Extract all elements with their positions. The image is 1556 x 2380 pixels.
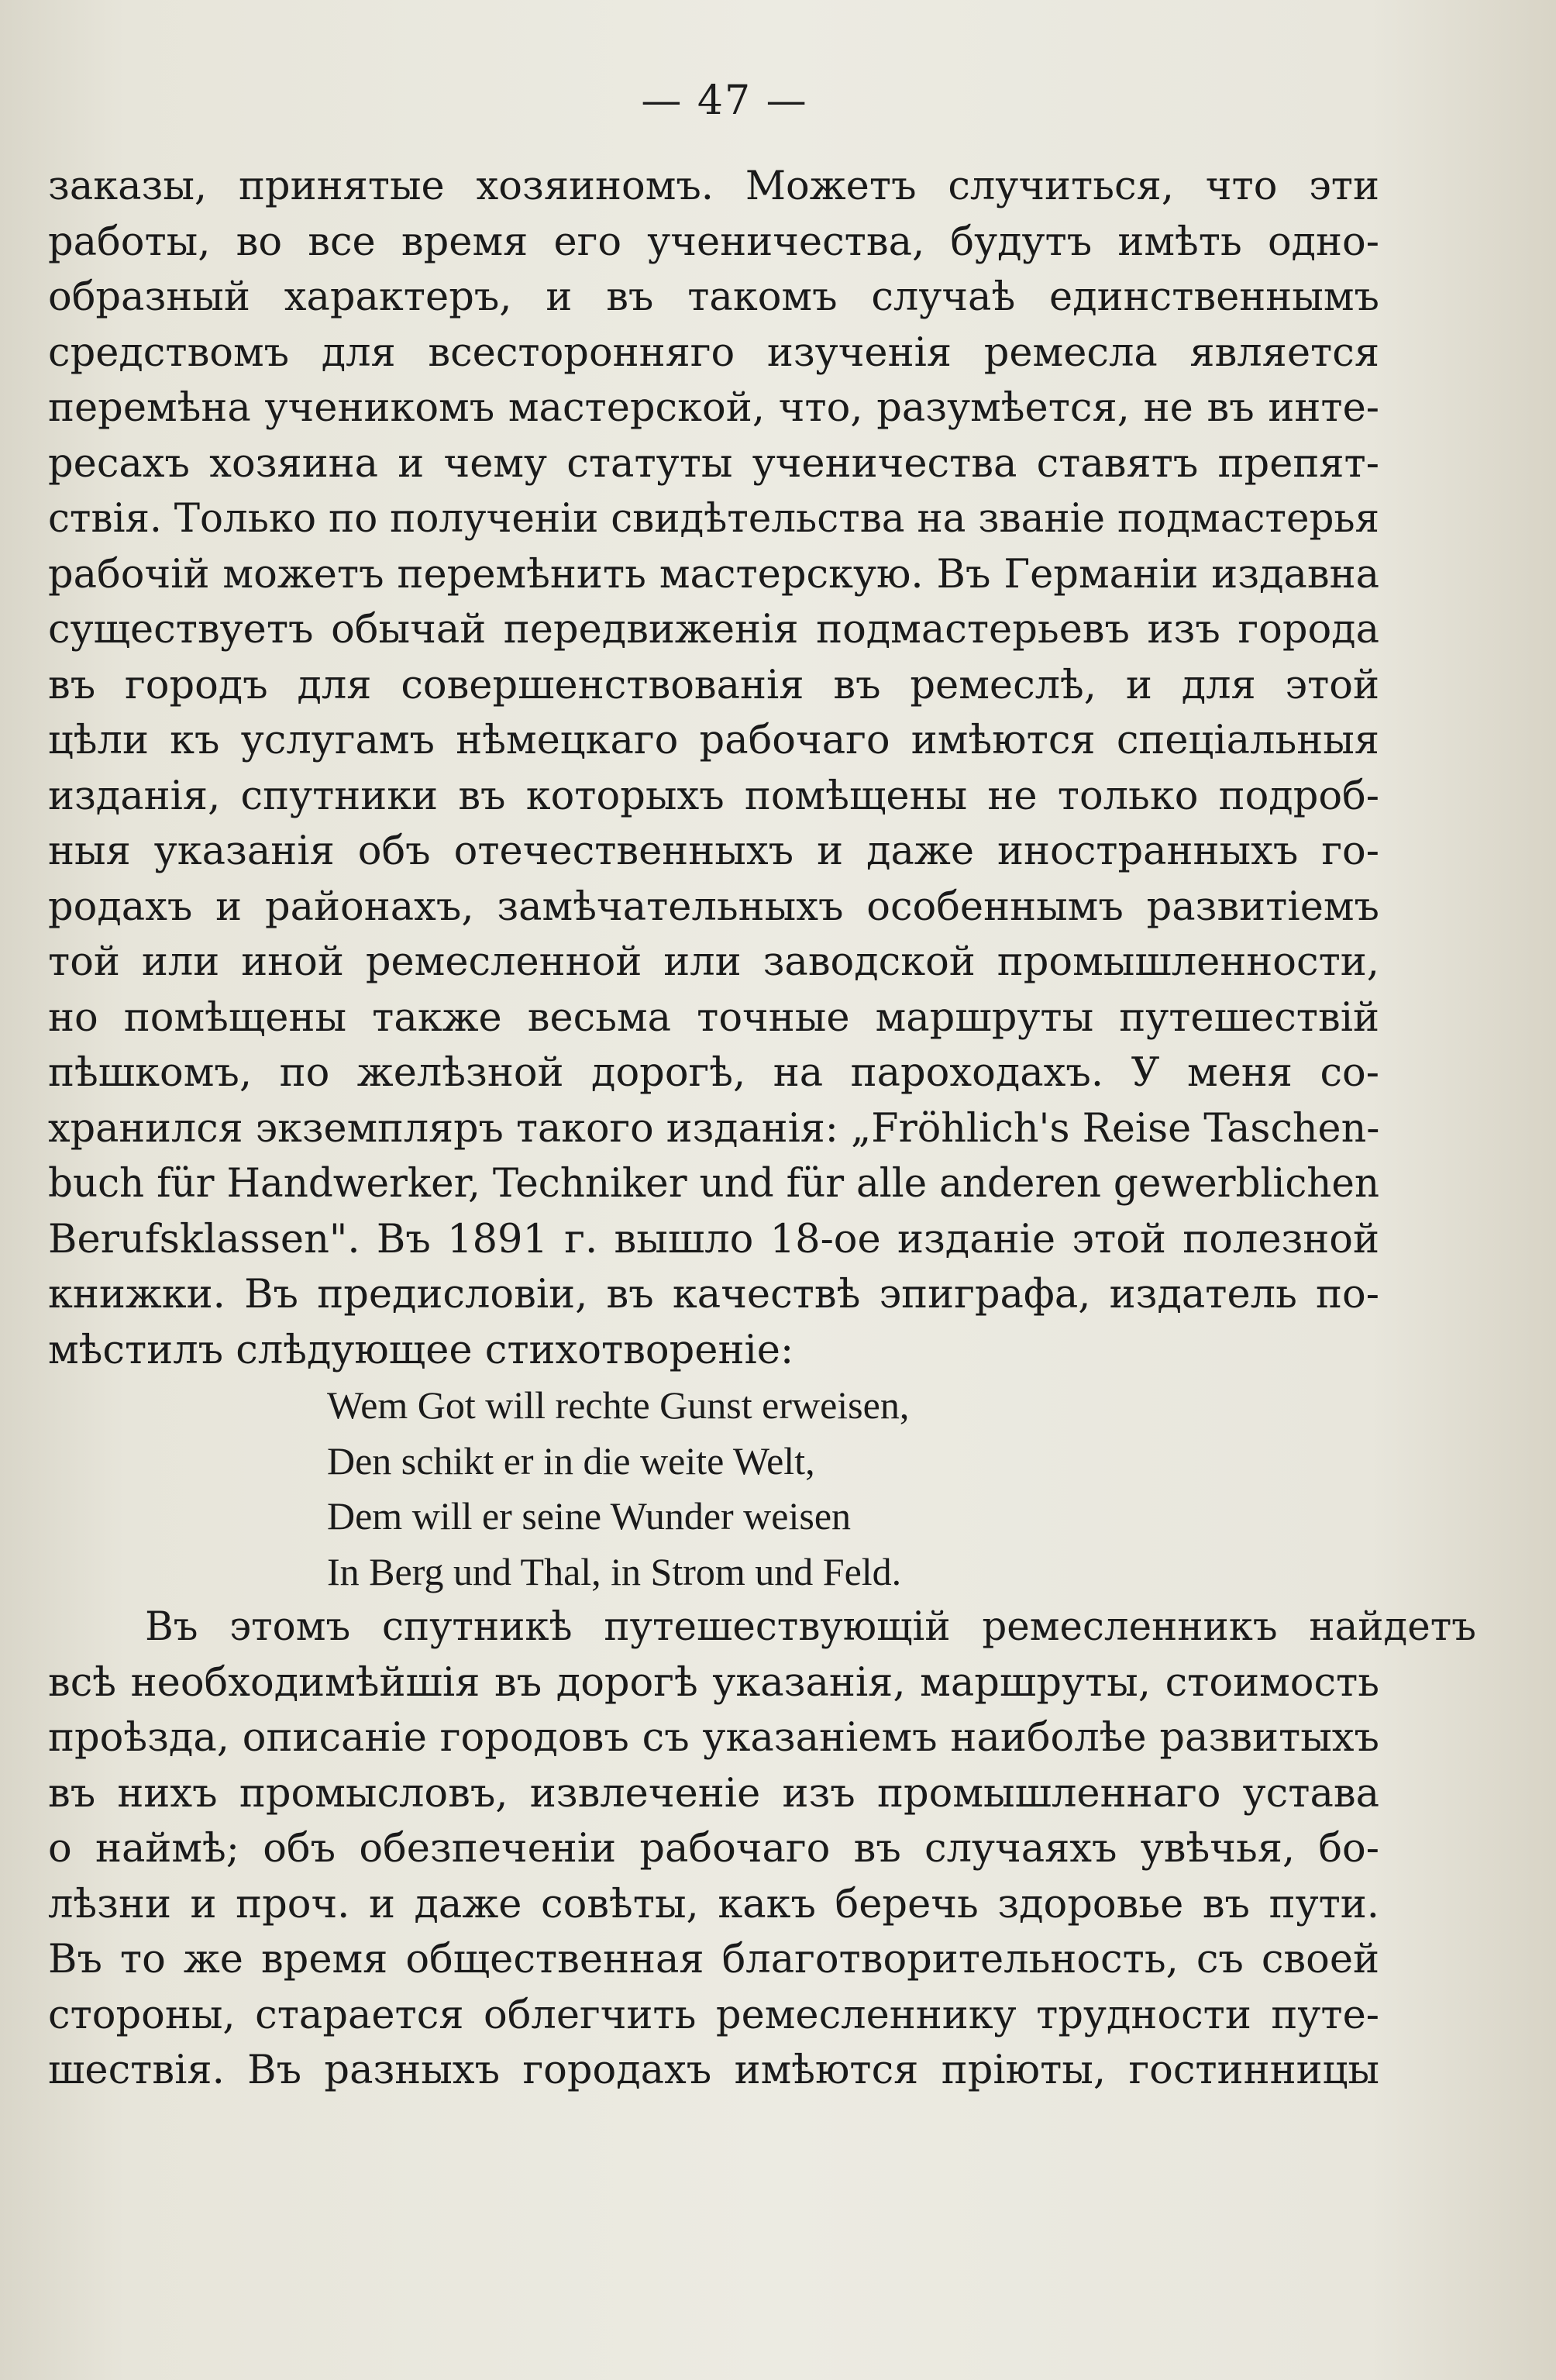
text-line: въ городъ для совершенствованія въ ремеслѣ, и для этой xyxy=(48,662,1379,708)
text-line: лѣзни и проч. и даже совѣты, какъ беречь здоровье въ пути. xyxy=(48,1881,1379,1927)
text-line: образный характеръ, и въ такомъ случаѣ единственнымъ xyxy=(48,274,1379,320)
text-line: но помѣщены также весьма точные маршруты путешествій xyxy=(48,994,1379,1041)
text-line: въ нихъ промысловъ, извлеченіе изъ промышленнаго устава xyxy=(48,1770,1379,1817)
page-body xyxy=(48,159,1476,2099)
paragraph-1 xyxy=(48,159,1379,1378)
text-line: мѣстилъ слѣдующее стихотвореніе: xyxy=(48,1327,794,1373)
page-number: — 47 — xyxy=(641,77,808,124)
text-line: рабочій можетъ перемѣнить мастерскую. Въ Германіи издавна xyxy=(48,551,1379,598)
text-line: изданія, спутники въ которыхъ помѣщены не только подроб- xyxy=(48,773,1379,819)
text-line: заказы, принятые хозяиномъ. Можетъ случиться, что эти xyxy=(48,164,1379,209)
text-line: средствомъ для всесторонняго изученія ремесла является xyxy=(48,329,1379,376)
text-line: ныя указанія объ отечественныхъ и даже иностранныхъ го- xyxy=(48,828,1379,874)
text-line: Въ то же время общественная благотворительность, съ своей xyxy=(48,1937,1379,1982)
poem-line: Dem will er seine Wunder weisen xyxy=(327,1494,852,1538)
text-line: стороны, старается облегчить ремесленнику трудности путе- xyxy=(48,1992,1379,2038)
text-line: перемѣна ученикомъ мастерской, что, разумѣется, не въ инте- xyxy=(48,385,1379,431)
text-line: пѣшкомъ, по желѣзной дорогѣ, на пароходахъ. У меня со- xyxy=(48,1050,1379,1096)
text-line: buch für Handwerker, Techniker und für alle anderen gewerblichen xyxy=(48,1161,1380,1207)
text-line: Berufsklassen". Въ 1891 г. вышло 18-ое изданіе этой полезной xyxy=(48,1216,1379,1262)
text-line: проѣзда, описаніе городовъ съ указаніемъ наиболѣе развитыхъ xyxy=(48,1715,1379,1761)
text-line: той или иной ремесленной или заводской промышленности, xyxy=(48,939,1379,985)
epigraph-poem xyxy=(48,1378,1379,1600)
paragraph-2 xyxy=(48,1600,1476,2099)
text-line: хранился экземпляръ такого изданія: „Fröhlich's Reise Taschen- xyxy=(48,1105,1380,1152)
text-line: шествія. Въ разныхъ городахъ имѣются пріюты, гостинницы xyxy=(48,2048,1379,2093)
text-line: о наймѣ; объ обезпеченіи рабочаго въ случаяхъ увѣчья, бо- xyxy=(48,1826,1379,1872)
poem-line: Den schikt er in die weite Welt, xyxy=(327,1438,815,1483)
text-line: книжки. Въ предисловіи, въ качествѣ эпиграфа, издатель по- xyxy=(48,1272,1379,1317)
poem-line: Wem Got will rechte Gunst erweisen, xyxy=(327,1383,910,1427)
text-line: всѣ необходимѣйшія въ дорогѣ указанія, маршруты, стоимость xyxy=(48,1659,1379,1706)
text-line: ствія. Только по полученіи свидѣтельства на званіе подмастерья xyxy=(48,496,1379,542)
poem-line: In Berg und Thal, in Strom und Feld. xyxy=(327,1549,902,1593)
text-line: ресахъ хозяина и чему статуты ученичества ставятъ препят- xyxy=(48,440,1379,487)
text-line: Въ этомъ спутникѣ путешествующій ремесленникъ найдетъ xyxy=(145,1604,1476,1650)
text-line: существуетъ обычай передвиженія подмастерьевъ изъ города xyxy=(48,607,1379,653)
text-line: родахъ и районахъ, замѣчательныхъ особеннымъ развитіемъ xyxy=(48,883,1379,930)
text-line: работы, во все время его ученичества, будутъ имѣть одно- xyxy=(48,219,1379,265)
text-line: цѣли къ услугамъ нѣмецкаго рабочаго имѣются спеціальныя xyxy=(48,718,1379,763)
